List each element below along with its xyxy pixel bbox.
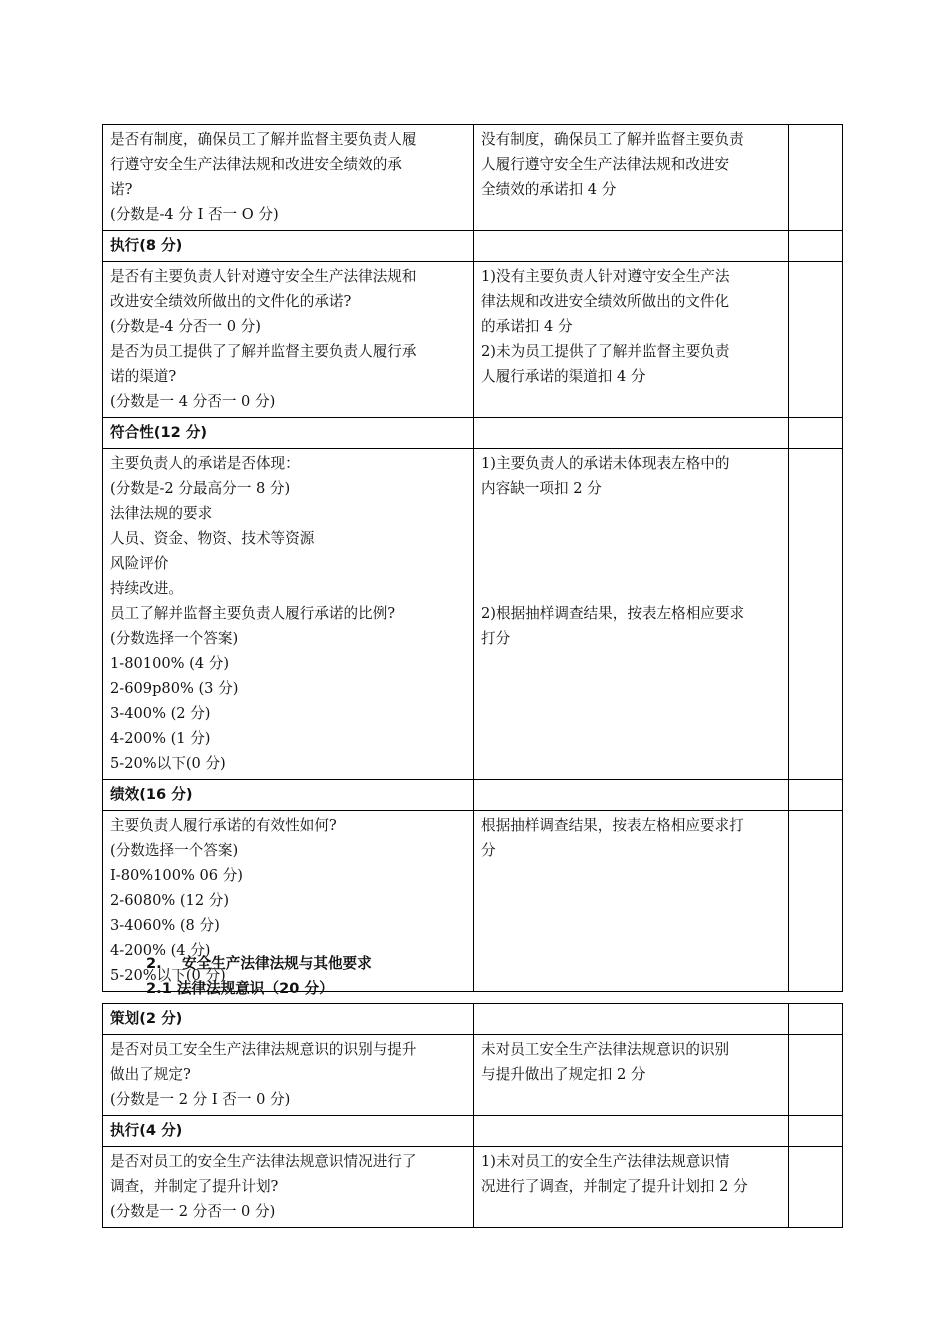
table-row	[103, 125, 843, 231]
question-cell: 主要负责人履行承诺的有效性如何? (分数选择一个答案) I-80%100% 06 分) 2-6080% (12 分) 3-4060% (8 分) 4-200% (4 分) 5-20%以下(0 分)	[103, 811, 474, 992]
deduction-cell: 未对员工安全生产法律法规意识的识别 与提升做出了规定扣 2 分	[474, 1035, 789, 1116]
section-title-execution: 执行(4 分)	[103, 1116, 474, 1147]
empty-cell	[474, 780, 789, 811]
section-row	[103, 418, 843, 449]
evaluation-table-legal-awareness	[102, 1003, 843, 1228]
question-cell: 是否对员工安全生产法律法规意识的识别与提升 做出了规定? (分数是一 2 分 I 否一 0 分)	[103, 1035, 474, 1116]
section-title-performance: 绩效(16 分)	[103, 780, 474, 811]
score-cell[interactable]	[789, 1116, 843, 1147]
table-row	[103, 1147, 843, 1228]
spacer	[481, 501, 781, 601]
section-title-execution: 执行(8 分)	[103, 231, 474, 262]
deduction-cell: 根据抽样调查结果，按表左格相应要求打 分	[474, 811, 789, 992]
score-cell[interactable]	[789, 780, 843, 811]
score-cell[interactable]	[789, 262, 843, 418]
section-title-planning: 策划(2 分)	[103, 1004, 474, 1035]
question-cell: 主要负责人的承诺是否体现： (分数是-2 分最高分一 8 分) 法律法规的要求 人员、资金、物资、技术等资源 风险评价 持续改进。 员工了解并监督主要负责人履行承诺的比例? (分数选择一个答案) 1-80100% (4 分) 2-609p80% (3 分) 3-400% (2 分) 4-200% (1 分) 5-20%以下(0 分)	[103, 449, 474, 780]
score-cell[interactable]	[789, 231, 843, 262]
empty-cell	[474, 418, 789, 449]
section-title-conformity: 符合性(12 分)	[103, 418, 474, 449]
score-cell[interactable]	[789, 418, 843, 449]
score-cell[interactable]	[789, 1035, 843, 1116]
score-cell[interactable]	[789, 811, 843, 992]
question-cell: 是否有主要负责人针对遵守安全生产法律法规和 改进安全绩效所做出的文件化的承诺? (分数是-4 分否一 0 分) 是否为员工提供了了解并监督主要负责人履行承 诺的渠道? (分数是一 4 分否一 0 分)	[103, 262, 474, 418]
subsection-heading: 2.1 法律法规意识（20 分）	[146, 980, 334, 997]
deduction-cell: 1)主要负责人的承诺未体现表左格中的 内容缺一项扣 2 分 2)根据抽样调查结果，按表左格相应要求 打分	[474, 449, 789, 780]
deduction-cell: 1)没有主要负责人针对遵守安全生产法 律法规和改进安全绩效所做出的文件化 的承诺扣 4 分 2)未为员工提供了了解并监督主要负责 人履行承诺的渠道扣 4 分	[474, 262, 789, 418]
score-cell[interactable]	[789, 1004, 843, 1035]
section-row	[103, 1116, 843, 1147]
table-row	[103, 262, 843, 418]
section-row	[103, 780, 843, 811]
table-row	[103, 1035, 843, 1116]
empty-cell	[474, 1004, 789, 1035]
question-cell: 是否对员工的安全生产法律法规意识情况进行了 调查，并制定了提升计划? (分数是一 2 分否一 0 分)	[103, 1147, 474, 1228]
score-cell[interactable]	[789, 449, 843, 780]
section-row	[103, 231, 843, 262]
deduction-cell: 没有制度，确保员工了解并监督主要负责 人履行遵守安全生产法律法规和改进安 全绩效的承诺扣 4 分	[474, 125, 789, 231]
section-row	[103, 1004, 843, 1035]
empty-cell	[474, 231, 789, 262]
evaluation-table-commitment	[102, 124, 843, 992]
question-cell: 是否有制度，确保员工了解并监督主要负责人履 行遵守安全生产法律法规和改进安全绩效的承 诺? (分数是-4 分 I 否一 O 分)	[103, 125, 474, 231]
deduction-cell: 1)未对员工的安全生产法律法规意识情 况进行了调查，并制定了提升计划扣 2 分	[474, 1147, 789, 1228]
score-cell[interactable]	[789, 125, 843, 231]
section-heading: 2. 安全生产法律法规与其他要求	[146, 955, 372, 972]
empty-cell	[474, 1116, 789, 1147]
score-cell[interactable]	[789, 1147, 843, 1228]
table-row	[103, 449, 843, 780]
